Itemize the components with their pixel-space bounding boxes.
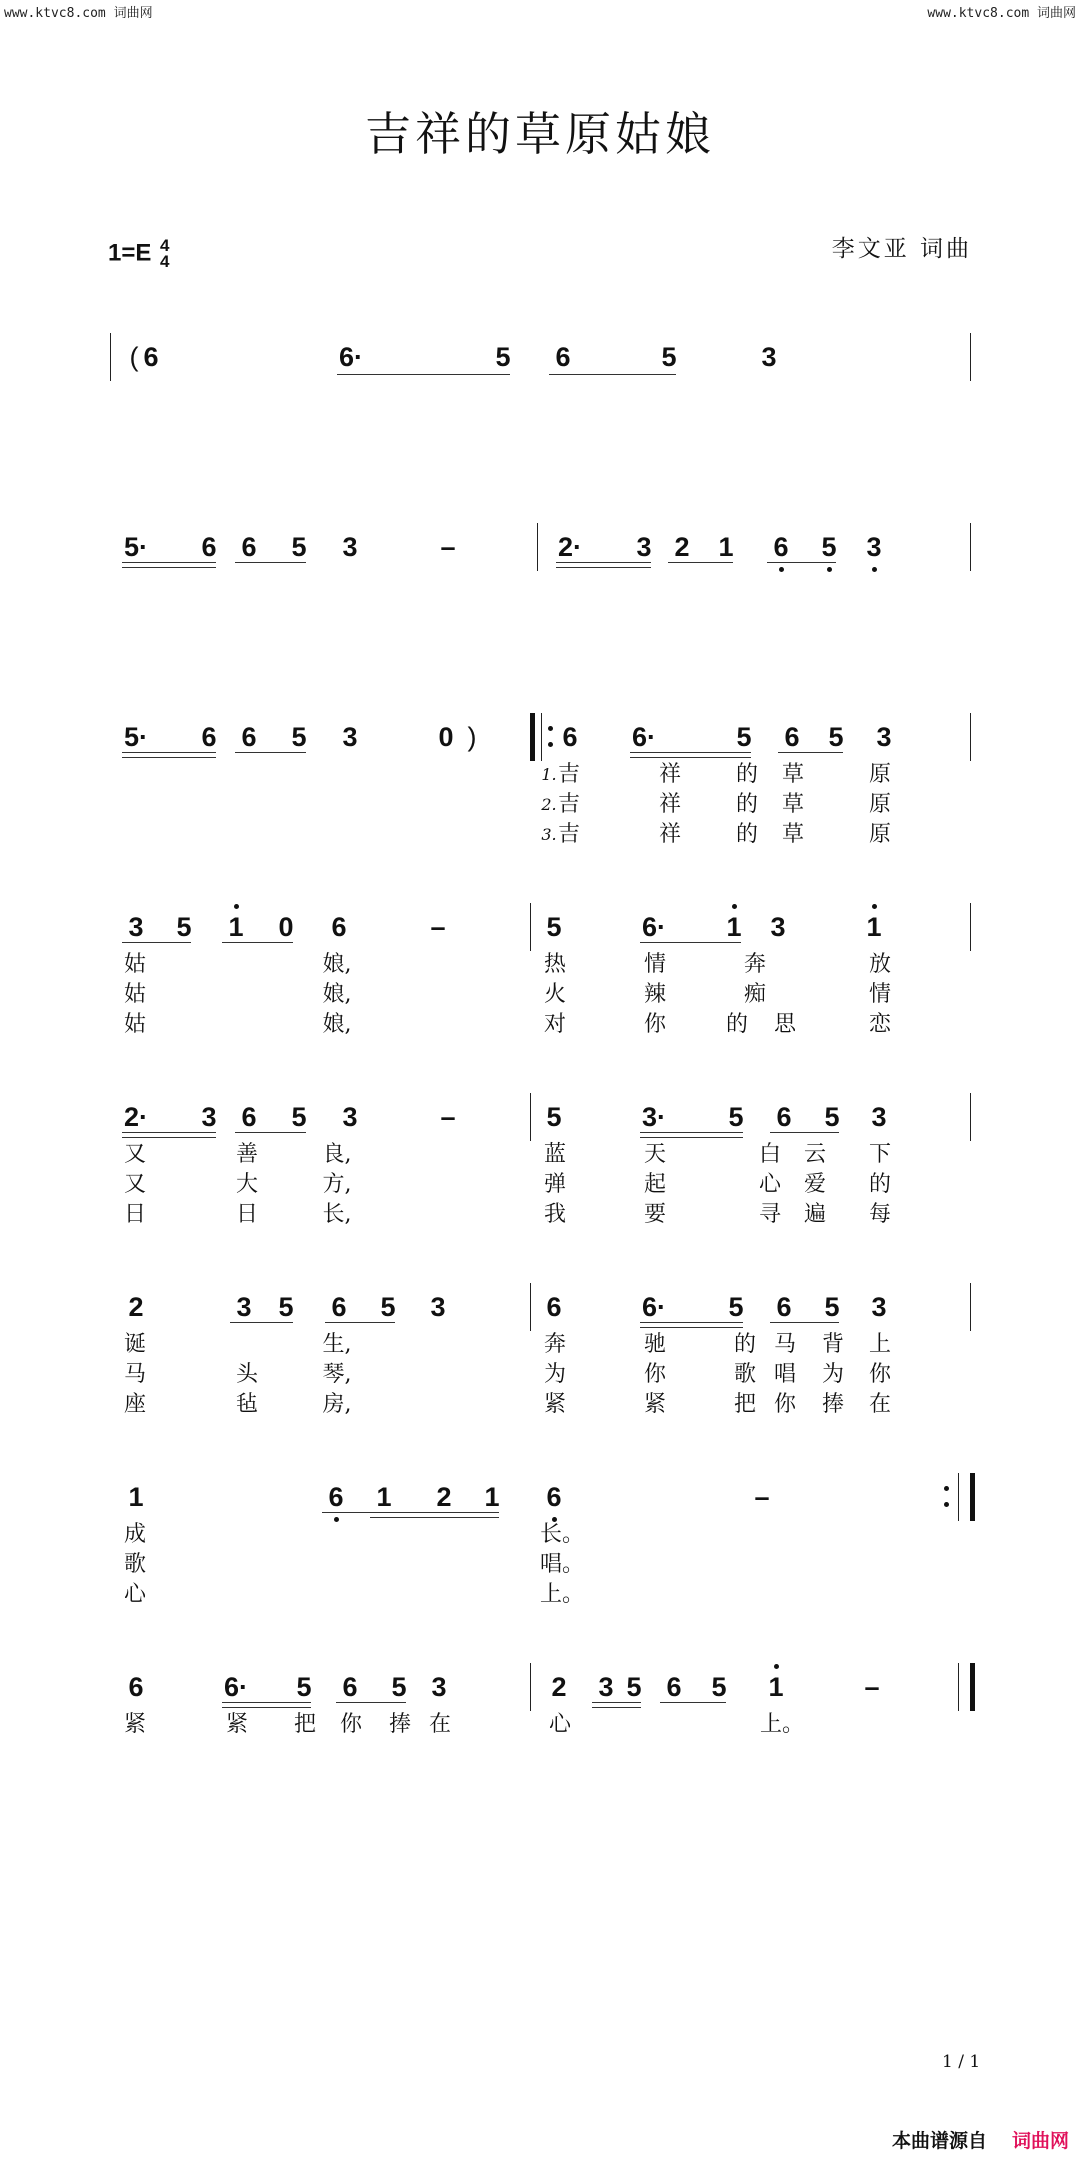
beam-underline <box>122 752 216 753</box>
lyric-char: 姑 <box>123 952 146 977</box>
beam-underline <box>640 1137 743 1138</box>
lyric-char: 思 <box>773 1012 796 1037</box>
beam-underline <box>122 567 216 568</box>
lyric-char: 诞 <box>123 1332 146 1357</box>
header-right: www.ktvc8.com 词曲网 <box>927 6 1076 21</box>
lyric-char: 座 <box>123 1392 146 1417</box>
lyric-char: 热 <box>543 952 566 977</box>
beam-underline <box>235 752 306 753</box>
lyric-char: 寻 <box>758 1202 781 1227</box>
beam-underline <box>767 562 836 563</box>
note: 1 <box>762 1672 790 1702</box>
lyric-char: 的 <box>735 822 758 847</box>
lyric-char: 紧 <box>543 1392 566 1417</box>
note: 6· <box>338 342 363 372</box>
note: 5 <box>728 1102 744 1132</box>
note: 6 <box>555 342 571 372</box>
barline <box>530 903 531 951</box>
beam-underline <box>222 942 293 943</box>
lyric-char: 你 <box>773 1392 796 1417</box>
beam-underline <box>122 1132 216 1133</box>
note: 6 <box>322 1482 350 1512</box>
beam-underline <box>549 374 676 375</box>
lyric-char: 的 <box>725 1012 748 1037</box>
lyric-char: 草 <box>781 762 804 787</box>
lyric-char: 唱。 <box>540 1552 585 1577</box>
note: 3 <box>761 342 777 372</box>
lyric-char: 背 <box>821 1332 844 1357</box>
lyric-char: 吉 <box>557 822 580 847</box>
lyric-char: 吉 <box>557 762 580 787</box>
lyric-char: 恋 <box>868 1012 891 1037</box>
note: 1 <box>376 1482 392 1512</box>
lyric-char: 方, <box>322 1172 352 1197</box>
note: 6 <box>331 1292 347 1322</box>
barline <box>958 1473 959 1521</box>
lyric-char: 白 <box>758 1142 781 1167</box>
note: 6 <box>241 1102 257 1132</box>
lyric-char: 娘, <box>322 982 352 1007</box>
note: 1 <box>128 1482 144 1512</box>
thick-barline <box>530 713 535 761</box>
sustain-dash: – <box>864 1672 880 1702</box>
note: 3 <box>860 532 888 562</box>
beam-underline <box>325 1322 395 1323</box>
barline <box>970 523 971 571</box>
repeat-dot <box>944 1486 949 1491</box>
lyric-char: 生, <box>322 1332 352 1357</box>
barline <box>970 333 971 381</box>
lyric-char: 要 <box>643 1202 666 1227</box>
sustain-dash: – <box>440 1102 456 1132</box>
note: 5 <box>828 722 844 752</box>
beam-underline <box>640 1327 743 1328</box>
lyric-char: 为 <box>543 1362 566 1387</box>
lyric-char: 成 <box>123 1522 146 1547</box>
note: 1 <box>860 912 888 942</box>
note: 2 <box>674 532 690 562</box>
beam-underline <box>592 1707 641 1708</box>
beam-underline <box>770 1132 839 1133</box>
footer-brand: 词曲网 <box>1012 2130 1070 2152</box>
thick-barline <box>970 1663 975 1711</box>
lyric-char: 紧 <box>225 1712 248 1737</box>
note: 5 <box>546 1102 562 1132</box>
lyric-char: 马 <box>773 1332 796 1357</box>
beam-underline <box>556 567 651 568</box>
lyric-char: 奔 <box>743 952 766 977</box>
note: 6 <box>776 1292 792 1322</box>
lyric-char: 娘, <box>322 952 352 977</box>
lyric-char: 毡 <box>235 1392 258 1417</box>
lyric-char: 你 <box>643 1362 666 1387</box>
lyric-char: 姑 <box>123 982 146 1007</box>
barline <box>530 1283 531 1331</box>
barline <box>970 903 971 951</box>
note: 3 <box>342 722 358 752</box>
beam-underline <box>556 562 651 563</box>
lyric-char: 姑 <box>123 1012 146 1037</box>
note: 2 <box>128 1292 144 1322</box>
lyric-char: 祥 <box>658 822 681 847</box>
beam-underline <box>630 757 751 758</box>
note: 3 <box>636 532 652 562</box>
note: 3 <box>598 1672 614 1702</box>
note: 6· <box>223 1672 248 1702</box>
note: 5 <box>391 1672 407 1702</box>
beam-underline <box>592 1702 641 1703</box>
barline <box>970 1093 971 1141</box>
note: 6 <box>201 532 217 562</box>
note: 2· <box>123 1102 148 1132</box>
beam-underline <box>770 1322 839 1323</box>
lyric-char: 心 <box>123 1582 146 1607</box>
note: 5 <box>815 532 843 562</box>
beam-underline <box>122 562 216 563</box>
barline <box>537 523 538 571</box>
lyric-char: 在 <box>428 1712 451 1737</box>
lyric-char: 房, <box>322 1392 352 1417</box>
beam-underline <box>222 1702 311 1703</box>
lyric-char: 马 <box>123 1362 146 1387</box>
barline <box>958 1663 959 1711</box>
barline <box>970 1283 971 1331</box>
lyric-char: 云 <box>803 1142 826 1167</box>
lyric-char: 的 <box>868 1172 891 1197</box>
barline <box>970 713 971 761</box>
beam-underline <box>322 1512 499 1513</box>
lyric-char: 的 <box>733 1332 756 1357</box>
parenthesis: ( <box>129 342 139 372</box>
beam-underline <box>122 757 216 758</box>
lyric-char: 天 <box>643 1142 666 1167</box>
lyric-char: 良, <box>322 1142 352 1167</box>
lyric-char: 祥 <box>658 762 681 787</box>
note: 1 <box>720 912 748 942</box>
author-credit: 李文亚 词曲 <box>831 236 972 262</box>
note: 0 <box>438 722 454 752</box>
verse-number: 2. <box>541 795 557 814</box>
lyric-char: 放 <box>868 952 891 977</box>
lyric-char: 草 <box>781 792 804 817</box>
note: 3· <box>641 1102 666 1132</box>
lyric-char: 火 <box>543 982 566 1007</box>
note: 6 <box>241 722 257 752</box>
lyric-char: 蓝 <box>543 1142 566 1167</box>
lyric-char: 捧 <box>388 1712 411 1737</box>
time-signature <box>160 238 169 270</box>
song-title: 吉祥的草原姑娘 <box>365 107 715 161</box>
lyric-char: 我 <box>543 1202 566 1227</box>
lyric-char: 心 <box>548 1712 571 1737</box>
lyric-char: 原 <box>868 822 891 847</box>
lyric-char: 为 <box>821 1362 844 1387</box>
note: 3 <box>876 722 892 752</box>
lyric-char: 辣 <box>643 982 666 1007</box>
lyric-char: 情 <box>868 982 891 1007</box>
lyric-char: 日 <box>235 1202 258 1227</box>
lyric-char: 下 <box>868 1142 891 1167</box>
note: 6 <box>331 912 347 942</box>
note: 6 <box>767 532 795 562</box>
lyric-char: 紧 <box>123 1712 146 1737</box>
beam-underline <box>337 374 510 375</box>
lyric-char: 把 <box>293 1712 316 1737</box>
note: 5 <box>546 912 562 942</box>
note: 6 <box>540 1482 568 1512</box>
beam-underline <box>668 562 733 563</box>
barline <box>530 1093 531 1141</box>
beam-underline <box>122 942 191 943</box>
note: 1 <box>484 1482 500 1512</box>
lyric-char: 原 <box>868 792 891 817</box>
beam-underline <box>660 1702 726 1703</box>
note: 6 <box>241 532 257 562</box>
note: 5 <box>176 912 192 942</box>
sustain-dash: – <box>754 1482 770 1512</box>
key-label: 1=E <box>108 239 152 267</box>
note: 5· <box>123 532 148 562</box>
lyric-char: 心 <box>758 1172 781 1197</box>
lyric-char: 爱 <box>803 1172 826 1197</box>
beam-underline <box>235 562 306 563</box>
lyric-char: 长。 <box>540 1522 585 1547</box>
note: 2 <box>551 1672 567 1702</box>
note: 3 <box>871 1102 887 1132</box>
lyric-char: 上。 <box>540 1582 585 1607</box>
lyric-char: 你 <box>643 1012 666 1037</box>
note: 5 <box>291 1102 307 1132</box>
beam-underline <box>122 1137 216 1138</box>
note: 3 <box>201 1102 217 1132</box>
note: 6· <box>641 1292 666 1322</box>
parenthesis: ) <box>467 722 477 752</box>
note: 3 <box>236 1292 252 1322</box>
lyric-char: 捧 <box>821 1392 844 1417</box>
lyric-char: 吉 <box>557 792 580 817</box>
footer-source: 本曲谱源自 <box>892 2130 988 2152</box>
beam-underline <box>370 1517 499 1518</box>
note: 1 <box>222 912 250 942</box>
lyric-char: 大 <box>235 1172 258 1197</box>
beam-underline <box>230 1322 293 1323</box>
lyric-char: 对 <box>543 1012 566 1037</box>
lyric-char: 在 <box>868 1392 891 1417</box>
note: 2 <box>436 1482 452 1512</box>
lyric-char: 起 <box>643 1172 666 1197</box>
note: 6· <box>641 912 666 942</box>
lyric-char: 上 <box>868 1332 891 1357</box>
note: 6 <box>776 1102 792 1132</box>
meter-bottom: 4 <box>160 252 170 272</box>
note: 5 <box>728 1292 744 1322</box>
note: 3 <box>128 912 144 942</box>
lyric-char: 又 <box>123 1172 146 1197</box>
lyric-char: 把 <box>733 1392 756 1417</box>
beam-underline <box>336 1702 406 1703</box>
thick-barline <box>970 1473 975 1521</box>
lyric-char: 歌 <box>733 1362 756 1387</box>
page-number: 1 / 1 <box>942 2052 981 2072</box>
lyric-char: 日 <box>123 1202 146 1227</box>
note: 5 <box>736 722 752 752</box>
lyric-char: 驰 <box>643 1332 666 1357</box>
beam-underline <box>630 752 751 753</box>
lyric-char: 原 <box>868 762 891 787</box>
repeat-dot <box>548 742 553 747</box>
note: 6 <box>342 1672 358 1702</box>
note: 3 <box>430 1292 446 1322</box>
lyric-char: 你 <box>339 1712 362 1737</box>
sustain-dash: – <box>440 532 456 562</box>
note: 1 <box>718 532 734 562</box>
note: 3 <box>431 1672 447 1702</box>
verse-number: 1. <box>541 765 557 784</box>
lyric-char: 奔 <box>543 1332 566 1357</box>
beam-underline <box>235 1132 306 1133</box>
note: 6 <box>546 1292 562 1322</box>
note: 5 <box>296 1672 312 1702</box>
beam-underline <box>640 1132 743 1133</box>
lyric-char: 唱 <box>773 1362 796 1387</box>
note: 6 <box>666 1672 682 1702</box>
lyric-char: 歌 <box>123 1552 146 1577</box>
note: 5 <box>711 1672 727 1702</box>
lyric-char: 紧 <box>643 1392 666 1417</box>
lyric-char: 祥 <box>658 792 681 817</box>
barline <box>541 713 542 761</box>
lyric-char: 草 <box>781 822 804 847</box>
verse-number: 3. <box>541 825 557 844</box>
lyric-char: 头 <box>235 1362 258 1387</box>
note: 6 <box>201 722 217 752</box>
lyric-char: 善 <box>235 1142 258 1167</box>
note: 6 <box>784 722 800 752</box>
note: 3 <box>342 532 358 562</box>
note: 5 <box>291 532 307 562</box>
meter-top: 4 <box>160 236 170 255</box>
note: 5 <box>380 1292 396 1322</box>
lyric-char: 遍 <box>803 1202 826 1227</box>
header-left: www.ktvc8.com 词曲网 <box>4 6 153 21</box>
repeat-dot <box>944 1502 949 1507</box>
lyric-char: 的 <box>735 762 758 787</box>
lyric-char: 琴, <box>322 1362 352 1387</box>
repeat-dot <box>548 726 553 731</box>
lyric-char: 上。 <box>760 1712 805 1737</box>
lyric-char: 又 <box>123 1142 146 1167</box>
note: 5 <box>824 1292 840 1322</box>
beam-underline <box>222 1707 311 1708</box>
lyric-char: 痴 <box>743 982 766 1007</box>
note: 6 <box>562 722 578 752</box>
lyric-char: 的 <box>735 792 758 817</box>
lyric-char: 娘, <box>322 1012 352 1037</box>
note: 5 <box>661 342 677 372</box>
note: 5 <box>495 342 511 372</box>
lyric-char: 长, <box>322 1202 352 1227</box>
key-signature <box>108 238 170 270</box>
note: 2· <box>557 532 582 562</box>
note: 3 <box>342 1102 358 1132</box>
lyric-char: 情 <box>643 952 666 977</box>
note: 6 <box>143 342 159 372</box>
beam-underline <box>640 1322 743 1323</box>
barline <box>110 333 111 381</box>
beam-underline <box>640 942 741 943</box>
note: 5 <box>291 722 307 752</box>
lyric-char: 每 <box>868 1202 891 1227</box>
note: 3 <box>871 1292 887 1322</box>
lyric-char: 你 <box>868 1362 891 1387</box>
barline <box>530 1663 531 1711</box>
note: 6 <box>128 1672 144 1702</box>
beam-underline <box>778 752 843 753</box>
note: 6· <box>631 722 656 752</box>
note: 5 <box>278 1292 294 1322</box>
lyric-char: 弹 <box>543 1172 566 1197</box>
note: 5 <box>626 1672 642 1702</box>
note: 3 <box>770 912 786 942</box>
sustain-dash: – <box>430 912 446 942</box>
note: 5· <box>123 722 148 752</box>
note: 0 <box>278 912 294 942</box>
note: 5 <box>824 1102 840 1132</box>
